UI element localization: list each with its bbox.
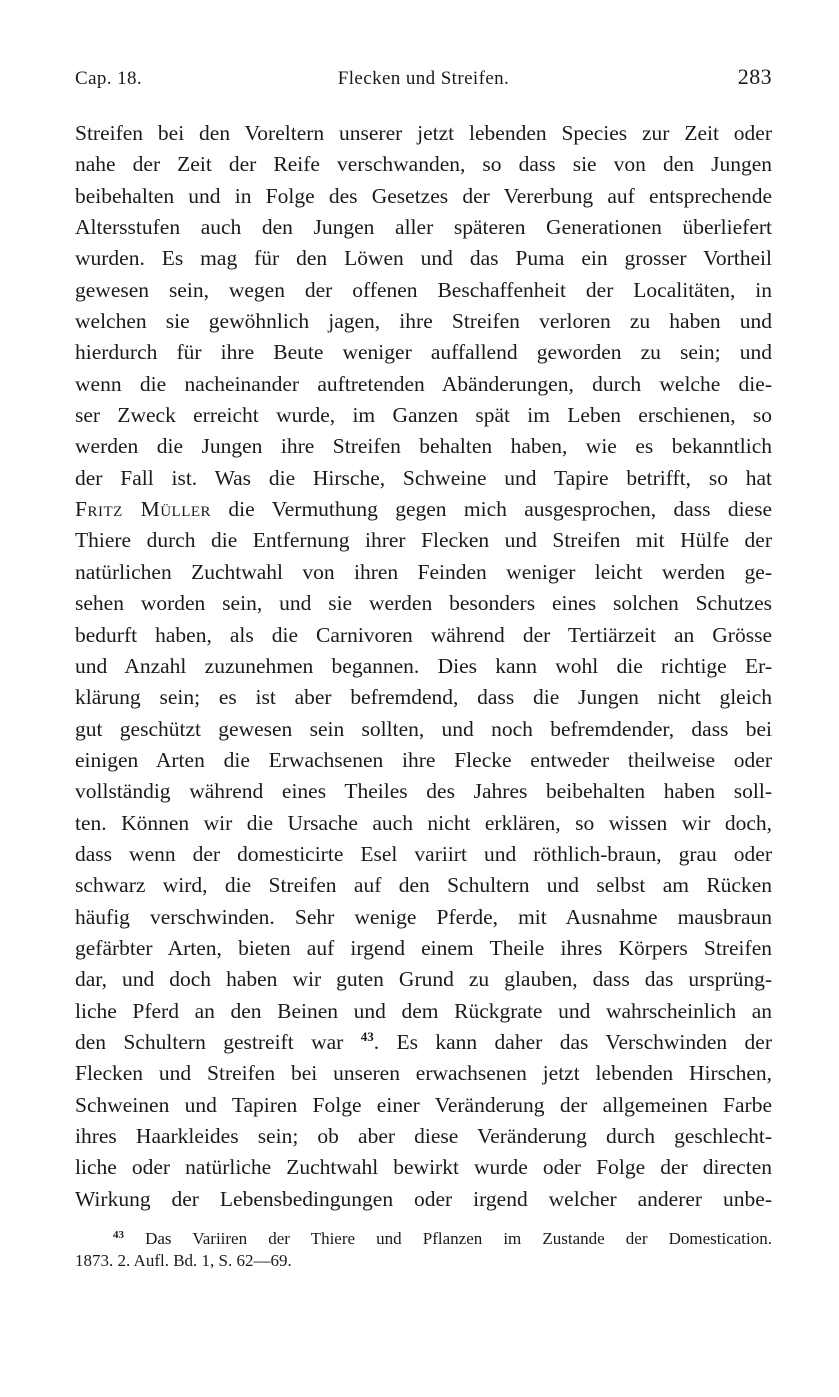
footnote-line: 1873. 2. Aufl. Bd. 1, S. 62—69. — [75, 1251, 292, 1270]
text-line: Streifen bei den Voreltern unserer jetzt lebenden Species zur Zeit oder — [75, 121, 772, 145]
text-line: beibehalten und in Folge des Gesetzes der Vererbung auf entsprechende — [75, 183, 772, 208]
text-line-muller — [75, 494, 772, 525]
book-page — [75, 62, 772, 1215]
text-line: häufig verschwinden. Sehr wenige Pferde, mit Ausnahme mausbraun — [75, 904, 772, 929]
chapter-label: Cap. 18. — [75, 68, 143, 89]
text-line: welchen sie gewöhnlich jagen, ihre Streifen verloren zu haben und — [75, 309, 772, 334]
text-line: natürlichen Zuchtwahl von ihren Feinden weniger leicht werden ge- — [75, 559, 772, 584]
text-line: ihres Haarkleides sein; ob aber diese Veränderung durch geschlecht- — [75, 1124, 772, 1148]
running-header — [75, 62, 772, 98]
text-line: Altersstufen auch den Jungen aller späteren Generationen überliefert — [75, 215, 772, 240]
text-line: Wirkung der Lebensbedingungen oder irgend welcher anderer unbe- — [75, 1186, 772, 1211]
text-line: schwarz wird, die Streifen auf den Schultern und selbst am Rücken — [75, 873, 772, 898]
text-line: wurden. Es mag für den Löwen und das Puma ein grosser Vortheil — [75, 246, 772, 271]
text-line: Schweinen und Tapiren Folge einer Veränderung der allgemeinen Farbe — [75, 1092, 772, 1117]
text-line: dass wenn der domesticirte Esel variirt und röthlich-braun, grau oder — [75, 841, 772, 866]
page-number: 283 — [737, 64, 772, 89]
text-fragment: . Es kann daher das Verschwinden der — [373, 1029, 772, 1054]
running-title: Flecken und Streifen. — [337, 68, 510, 89]
text-line: gut geschützt gewesen sein sollten, und noch befremdender, dass bei — [75, 716, 772, 741]
text-fragment: die Vermuthung gegen mich ausgesprochen, dass diese — [228, 497, 772, 522]
text-line: ten. Können wir die Ursache auch nicht erklären, so wissen wir doch, — [75, 810, 772, 835]
text-line: werden die Jungen ihre Streifen behalten haben, wie es bekanntlich — [75, 434, 772, 459]
text-fragment: den Schultern gestreift war — [75, 1029, 344, 1054]
text-line: sehen worden sein, und sie werden besonders eines solchen Schutzes — [75, 591, 772, 616]
body-text — [75, 118, 772, 1215]
text-line: ser Zweck erreicht wurde, im Ganzen spät im Leben erschienen, so — [75, 403, 772, 428]
text-line: einigen Arten die Erwachsenen ihre Flecke entweder theilweise oder — [75, 747, 772, 772]
text-line: und Anzahl zuzunehmen begannen. Dies kann wohl die richtige Er- — [75, 653, 772, 678]
text-line: gefärbter Arten, bieten auf irgend einem Theile ihres Körpers Streifen — [75, 935, 772, 960]
text-line-footnote-ref — [75, 1027, 772, 1058]
footnote-text: Das Variiren der Thiere und Pflanzen im Zustande der Domestication. — [145, 1229, 773, 1248]
text-line: wenn die nacheinander auftretenden Abänderungen, durch welche die- — [75, 371, 772, 396]
footnote-line — [75, 1223, 772, 1248]
text-line: dar, und doch haben wir guten Grund zu glauben, dass das ursprüng- — [75, 967, 772, 992]
text-line: liche Pferd an den Beinen und dem Rückgrate und wahrscheinlich an — [75, 998, 772, 1023]
text-line: hierdurch für ihre Beute weniger auffallend geworden zu sein; und — [75, 340, 772, 365]
text-line: nahe der Zeit der Reife verschwanden, so dass sie von den Jungen — [75, 152, 772, 177]
footnote-number: 43 — [113, 1229, 124, 1241]
text-line: Thiere durch die Entfernung ihrer Flecken und Streifen mit Hülfe der — [75, 528, 772, 553]
text-line: klärung sein; es ist aber befremdend, dass die Jungen nicht gleich — [75, 685, 772, 710]
footnote-reference[interactable]: 43 — [360, 1028, 374, 1044]
text-line: der Fall ist. Was die Hirsche, Schweine und Tapire betrifft, so hat — [75, 465, 772, 490]
text-line: vollständig während eines Theiles des Jahres beibehalten haben soll- — [75, 779, 772, 804]
footnote — [75, 1223, 772, 1273]
author-name: Fritz Müller — [75, 497, 212, 522]
text-line: Flecken und Streifen bei unseren erwachsenen jetzt lebenden Hirschen, — [75, 1061, 772, 1086]
text-line: gewesen sein, wegen der offenen Beschaffenheit der Localitäten, in — [75, 277, 772, 302]
text-line: bedurft haben, als die Carnivoren während der Tertiärzeit an Grösse — [75, 622, 772, 647]
text-line: liche oder natürliche Zuchtwahl bewirkt wurde oder Folge der directen — [75, 1155, 772, 1180]
